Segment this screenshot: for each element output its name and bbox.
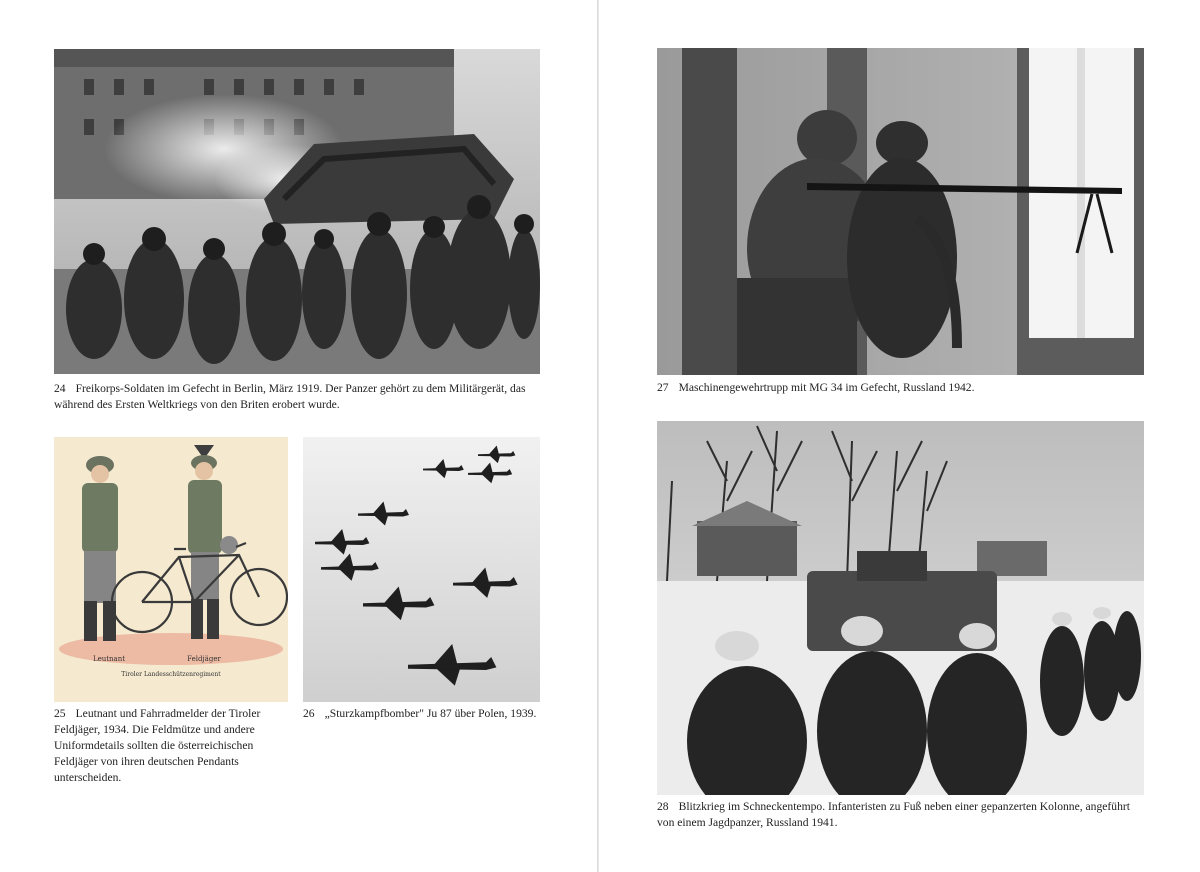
figure-26-caption-text: „Sturzkampfbomber" Ju 87 über Polen, 1939. (324, 707, 537, 720)
figure-27-photo (657, 48, 1144, 375)
figure-26-number: 26 (303, 707, 315, 720)
figure-28-caption-text: Blitzkrieg im Schneckentempo. Infanteristen zu Fuß neben einer gepanzerten Kolonne, angeführt von einem Jagdpanzer, Russland 1941. (657, 800, 1130, 829)
print-label-leutnant: Leutnant (92, 655, 126, 663)
figure-28-number: 28 (657, 800, 669, 813)
figure-25-caption-text: Leutnant und Fahrradmelder der Tiroler Feldjäger, 1934. Die Feldmütze und andere Uniformdetails sollten die österreichischen Feldjäger von ihren deutschen Pendants unterscheiden. (54, 707, 261, 784)
figure-27-number: 27 (657, 381, 669, 394)
print-label-feldjaeger: Feldjäger (187, 655, 221, 663)
figure-28-caption (657, 799, 1144, 831)
print-label-regiment: Tiroler Landesschützenregiment (121, 671, 221, 678)
figure-25-number: 25 (54, 707, 66, 720)
page-gutter (597, 0, 599, 872)
figure-28-photo (657, 421, 1144, 795)
figure-25-illustration (54, 437, 288, 702)
figure-27-caption-text: Maschinengewehrtrupp mit MG 34 im Gefecht, Russland 1942. (678, 381, 975, 394)
figure-27-caption (657, 380, 1144, 396)
figure-24-number: 24 (54, 382, 66, 395)
figure-24-caption-text: Freikorps-Soldaten im Gefecht in Berlin, März 1919. Der Panzer gehört zu dem Militärgerät, das während des Ersten Weltkriegs von den Briten erobert wurde. (54, 382, 526, 411)
figure-26-photo (303, 437, 540, 702)
figure-25-caption (54, 706, 288, 786)
wooden-house (697, 521, 797, 576)
figure-26-caption (303, 706, 540, 722)
figure-24-caption (54, 381, 540, 413)
figure-24-photo (54, 49, 540, 374)
